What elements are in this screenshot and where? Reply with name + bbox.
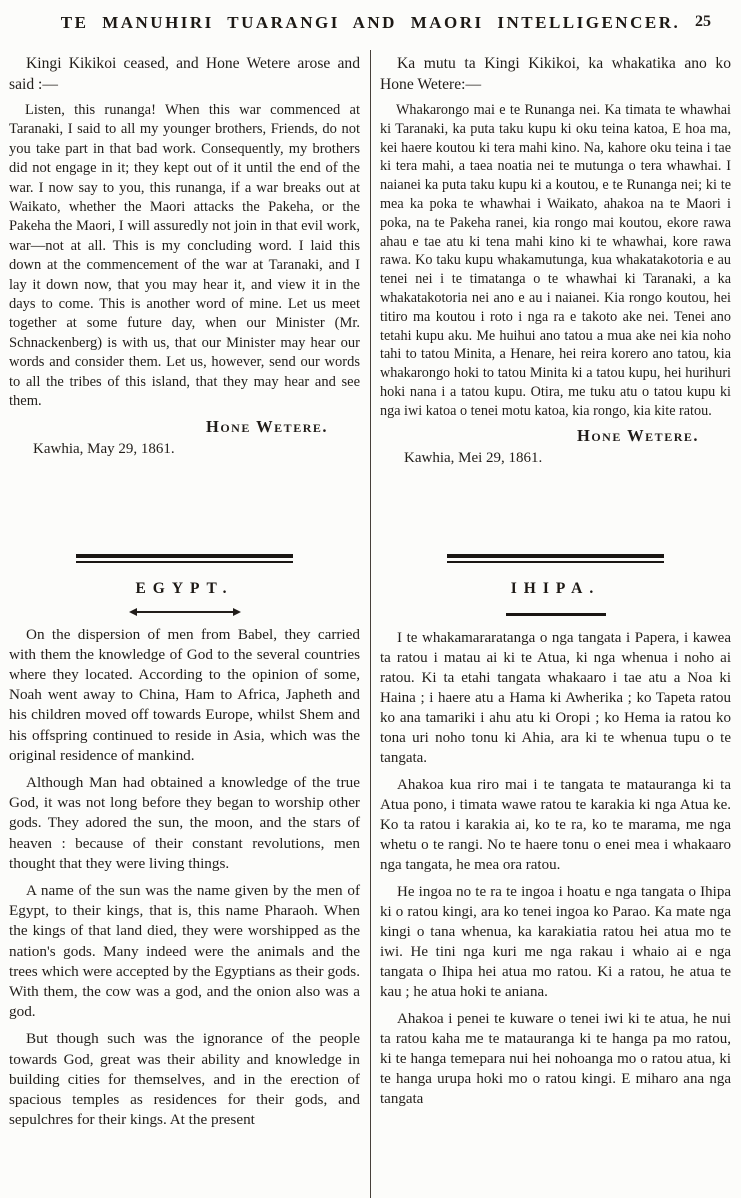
body-paragraph: But though such was the ignorance of the people towards God, great was their ability and knowledge in building cities for themselves, and in the erection of spacious temples as residences for their gods, and sepulchres for their kings. At the present <box>9 1030 360 1129</box>
section-divider-rule <box>447 554 665 563</box>
body-paragraph: On the dispersion of men from Babel, they carried with them the knowledge of God to the several countries where they located. According to the opinion of some, Noah went away to China, Ham to Africa, Japheth and his children moved off towards Europe, whilst Shem and his offspring continued to reside in Asia, which was the original residence of mankind. <box>9 625 360 764</box>
article-heading-egypt: EGYPT. <box>135 580 234 597</box>
signature: Hone Wetere. <box>206 416 328 436</box>
body-paragraph: I te whakamararatanga o nga tangata i Papera, i kawea ta ratou i matau ai ki te Atua, ki nga whenua i noho ai ratou. Ki ta etahi tangata whakaaro i tae atu a Noa ki Haina ; i haere atu a Hama ki Awherika ; ko Tapeta ratou ko ana tamariki i ahu atu ki Oropi ; ko Hema ia ratou ko tona uri noho tonu ki Ahia, ara ki te whenua tupu o te tangata. <box>380 630 731 766</box>
body-paragraph: Although Man had obtained a knowledge of the true God, it was not long before they began to worship other gods. They adored the sun, the moon, and the stars of heaven : because of their constant revolutions, men thought that they were living things. <box>9 773 360 872</box>
dateline: Kawhia, Mei 29, 1861. <box>404 449 543 466</box>
page-number: 25 <box>695 13 711 30</box>
section-divider-rule <box>76 554 294 563</box>
decorative-short-rule <box>506 613 606 616</box>
newspaper-title: TE MANUHIRI TUARANGI AND MAORI INTELLIGENCER. <box>60 13 681 32</box>
body-paragraph: He ingoa no te ra te ingoa i hoatu e nga tangata o Ihipa ki o ratou kingi, ara ko tenei ingoa ko Parao. Ka mate nga kingi o tana whenua, ka karakiatia ratou hei atua mo te iwi. He tini nga kuri me nga rakau i whaio ai e nga tangata o Ihipa hei atua mo ratou. Ki a ratou, he atua te kau ; he atua hoki te aniana. <box>380 884 731 1000</box>
article-hone-wetere-english <box>9 46 360 554</box>
article-hone-wetere-maori <box>380 46 731 554</box>
decorative-arrow-rule <box>133 611 237 613</box>
article-heading-ihipa: IHIPA. <box>510 580 601 597</box>
dateline: Kawhia, May 29, 1861. <box>33 440 175 457</box>
intro-paragraph: Ka mutu ta Kingi Kikikoi, ka whakatika ano ko Hone Wetere:— <box>380 55 731 93</box>
masthead <box>0 0 741 46</box>
signature: Hone Wetere. <box>577 425 699 445</box>
column-layout <box>0 46 741 1198</box>
speech-paragraph: Whakarongo mai e te Runanga nei. Ka timata te whawhai ki Taranaki, ka puta taku kupu ki oku teina katoa, E hoa ma, kei haere koutou ki tera mahi kino. Na, kahore oku teina i tae ki tera mahi, a taea noatia nei te mutunga o tera whawhai. I naianei ka puta taku kupu ki a koutou, e te Runanga nei; ki te mea ka poka te whawhai i Waikato, ahakoa na te Maori i poka, na te Pakeha ranei, kia rongo mai koutou, ekore rawa ahau e tae atu ki tena mahi kino ki te whawhai, kore rawa rawa. Ko taku kupu whakamutunga, kua whakatakotoria e au tenei nei i te timatanga o te whawhai ki Taranaki, a ka whakatakotoria nei ano e au i naianei. Kia rongo koutou, hei titiro ma koutou i roto i nga ra e takoto ake nei. Tenei ano tetahi kupu aku. Me huihui ano tatou a mua ake nei kia noho tahi to tatou Minita, a Henare, hei reira korero ano tatou, kia whakarongo hoki to tatou Minita ki a tatou kupu, hei hurihuri hoki nana i a tatou kupu. Otira, me tuku atu o tatou kupu ki nga iwi katoa o tenei motu katoa, kia rongo, kia kite ratou. <box>380 102 731 419</box>
speech-paragraph: Listen, this runanga! When this war commenced at Taranaki, I said to all my younger brothers, Friends, do not you take part in that bad work. Consequently, my brothers did not engage in it; they kept out of it until the end of the war. I now say to you, this runanga, if a war breaks out at Waikato, whether the Maori attacks the Pakeha, or the Pakeha the Maori, I will assuredly not join in that evil work, war—not at all. This is my concluding word. I laid this down at the commencement of the war at Taranaki, and I lay it down now, that you may hear it, and view it in the days to come. This is another word of mine. Let us meet together at some future day, when our Minister (Mr. Schnackenberg) is with us, that our Minister may hear our words and consider them. Let us, however, send our words to all the tribes of this island, that they may hear and see them. <box>9 102 360 410</box>
body-paragraph: A name of the sun was the name given by the men of Egypt, to their kings, that is, this name Pharaoh. When the kings of that land died, they were worshipped as the nation's gods. Many indeed were the animals and the trees which were accepted by the Egyptians as their gods. With them, the cow was a god, and the onion also was a god. <box>9 881 360 1021</box>
body-paragraph: Ahakoa kua riro mai i te tangata te matauranga ki ta Atua pono, i timata wawe ratou te karakia ki nga Atua ke. Ko ta ratou i karakia ai, ko te ra, ko te marama, me nga whetu o te rangi. No te haere tonu o enei mea i whakaaro nga tangata, he mea ora ratou. <box>380 777 731 873</box>
column-maori <box>371 46 741 1198</box>
intro-paragraph: Kingi Kikikoi ceased, and Hone Wetere arose and said :— <box>9 55 360 93</box>
column-english <box>0 46 370 1198</box>
body-paragraph: Ahakoa i penei te kuware o tenei iwi ki te atua, he nui ta ratou kaha me te matauranga ki te hanga pa mo ratou, ki te hanga temepara nui hei nohoanga mo o ratou atua, ki te hanga urupa hoki mo o ratou kingi. E miharo ana nga tangata <box>380 1011 731 1107</box>
